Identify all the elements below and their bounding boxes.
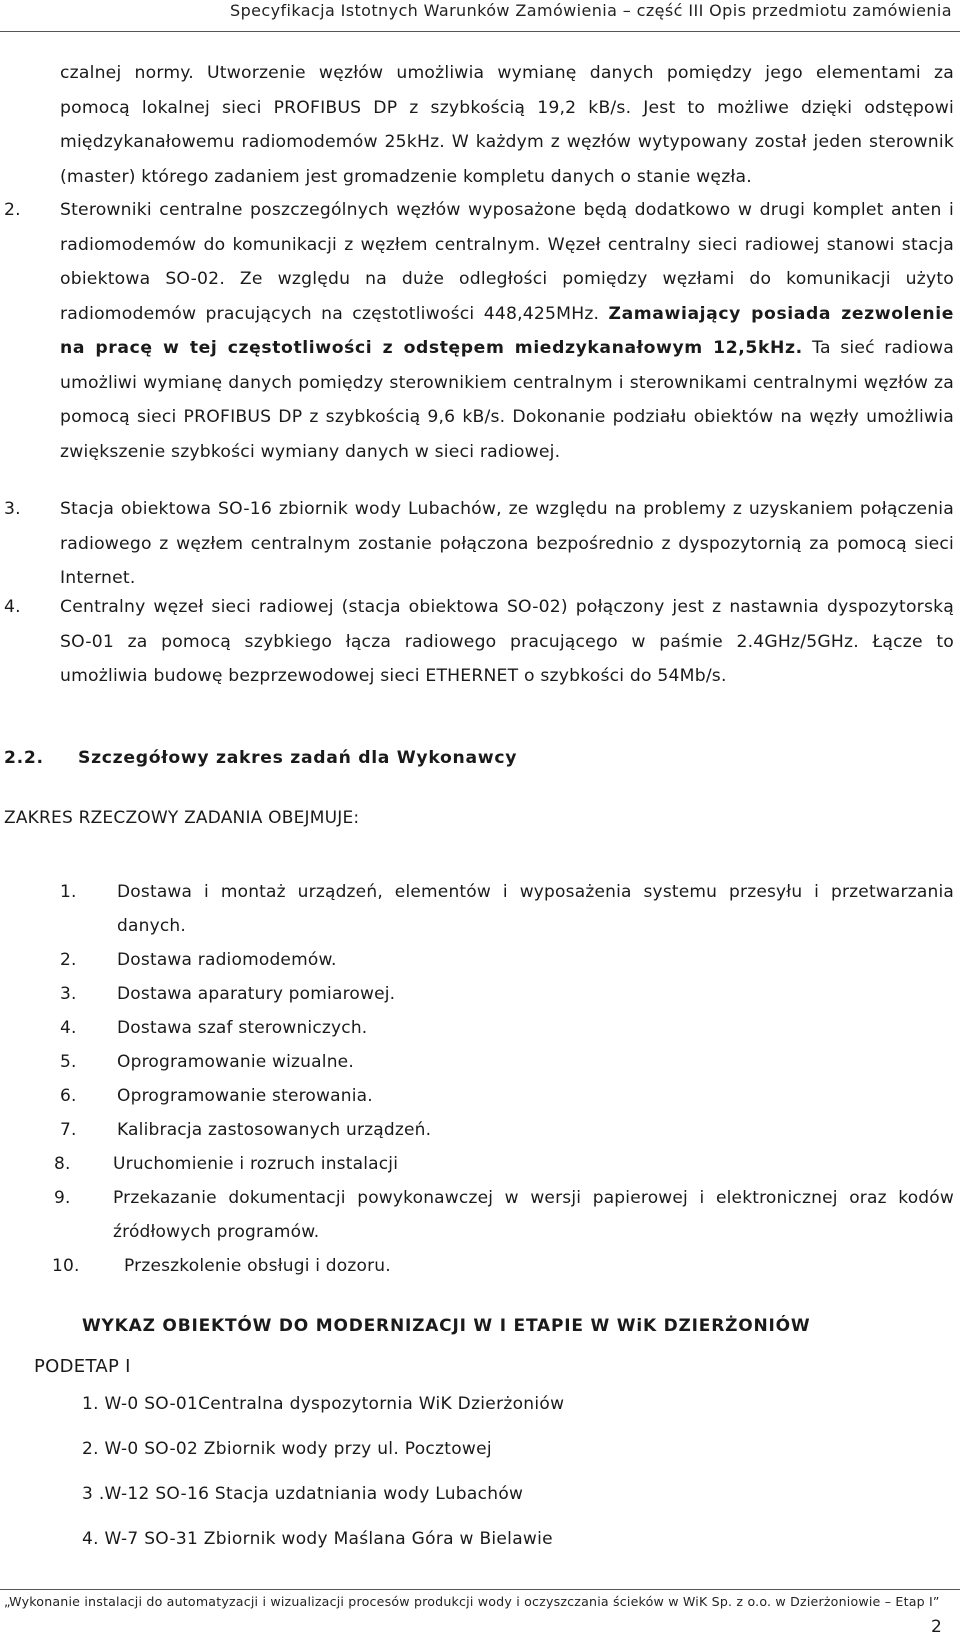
list-item-text: Centralny węzeł sieci radiowej (stacja obiektowa SO-02) połączony jest z nastawnia dyspozytorską SO-01 za pomocą szybkiego łącza radiowego pracującego w paśmie 2.4GHz/5GHz. Łącze to umożliwia budowę bezprzewodowej sieci ETHERNET o szybkości do 54Mb/s.	[60, 597, 954, 686]
scope-item-number: 1.	[60, 882, 77, 902]
object-item: 3 .W-12 SO-16 Stacja uzdatniania wody Lubachów	[82, 1484, 524, 1504]
page-number: 2	[930, 1617, 942, 1637]
scope-item	[60, 943, 954, 977]
scope-item-text: Przeszkolenie obsługi i dozoru.	[124, 1256, 391, 1276]
scope-item-text: Dostawa radiomodemów.	[117, 950, 337, 970]
object-item: 2. W-0 SO-02 Zbiornik wody przy ul. Pocztowej	[82, 1439, 492, 1459]
section-heading	[4, 748, 517, 768]
item2-bold-text: Zamawiający posiada zezwolenie na pracę w tej częstotliwości z odstępem miedzykanałowym 12,5kHz.	[60, 303, 954, 358]
scope-item-text: Przekazanie dokumentacji powykonawczej w wersji papierowej i elektronicznej oraz kodów źródłowych programów.	[113, 1188, 954, 1242]
list-item-4	[4, 590, 954, 694]
scope-item-number: 8.	[54, 1154, 71, 1174]
page-header	[0, 0, 952, 30]
scope-item-text: Dostawa i montaż urządzeń, elementów i wyposażenia systemu przesyłu i przetwarzania danych.	[117, 882, 954, 936]
list-number: 2.	[4, 200, 21, 220]
scope-item-number: 5.	[60, 1052, 77, 1072]
scope-item-text: Kalibracja zastosowanych urządzeń.	[117, 1120, 432, 1140]
continued-paragraph	[60, 56, 954, 194]
scope-item	[60, 875, 954, 943]
list-number: 4.	[4, 597, 21, 617]
scope-item-number: 7.	[60, 1120, 77, 1140]
scope-title: ZAKRES RZECZOWY ZADANIA OBEJMUJE:	[4, 808, 360, 828]
section-number: 2.2.	[4, 748, 44, 768]
scope-item-text: Dostawa aparatury pomiarowej.	[117, 984, 396, 1004]
scope-item	[60, 1113, 954, 1147]
scope-item	[52, 1249, 954, 1283]
list-number: 3.	[4, 499, 21, 519]
item2-text-b: Ta sieć radiowa umożliwi wymianę danych pomiędzy sterownikiem centralnym i sterownikami centralnymi węzłów za pomocą sieci PROFIBUS DP z szybkością 9,6 kB/s. Dokonanie podziału obiektów na węzły umożliwia zwiększenie szybkości wymiany danych w sieci radiowej.	[60, 338, 954, 462]
scope-item-text: Oprogramowanie wizualne.	[117, 1052, 354, 1072]
scope-list	[52, 875, 954, 1283]
object-item: 1. W-0 SO-01Centralna dyspozytornia WiK Dzierżoniów	[82, 1394, 565, 1414]
scope-item-text: Oprogramowanie sterowania.	[117, 1086, 373, 1106]
header-divider	[0, 31, 960, 32]
footer-divider	[0, 1589, 960, 1590]
object-item: 4. W-7 SO-31 Zbiornik wody Maślana Góra w Bielawie	[82, 1529, 553, 1549]
scope-item	[54, 1181, 954, 1249]
scope-item-number: 2.	[60, 950, 77, 970]
paragraph-text: czalnej normy. Utworzenie węzłów umożliwia wymianę danych pomiędzy jego elementami za pomocą lokalnej sieci PROFIBUS DP z szybkością 19,2 kB/s. Jest to możliwe dzięki odstępowi międzykanałowemu radiomodemów 25kHz. W każdym z węzłów wytypowany został jeden sterownik (master) którego zadaniem jest gromadzenie kompletu danych o stanie węzła.	[60, 63, 954, 187]
scope-item-text: Uruchomienie i rozruch instalacji	[113, 1154, 399, 1174]
list-item-2	[4, 193, 954, 469]
scope-item	[54, 1147, 954, 1181]
scope-item	[60, 977, 954, 1011]
scope-item	[60, 1045, 954, 1079]
footer-text: „Wykonanie instalacji do automatyzacji i wizualizacji procesów produkcji wody i oczyszczania ścieków w WiK Sp. z o.o. w Dzierżoniowie – Etap I”	[4, 1594, 940, 1609]
scope-item	[60, 1011, 954, 1045]
list-item-text	[60, 193, 954, 469]
objects-list	[82, 1392, 564, 1572]
list-item-text: Stacja obiektowa SO-16 zbiornik wody Lubachów, ze względu na problemy z uzyskaniem połączenia radiowego z węzłem centralnym zostanie połączona bezpośrednio z dyspozytornią za pomocą sieci Internet.	[60, 499, 954, 588]
scope-item-number: 6.	[60, 1086, 77, 1106]
list-item-3	[4, 492, 954, 596]
scope-item-text: Dostawa szaf sterowniczych.	[117, 1018, 368, 1038]
scope-item-number: 3.	[60, 984, 77, 1004]
scope-item-number: 10.	[52, 1256, 80, 1276]
scope-item-number: 4.	[60, 1018, 77, 1038]
subphase-label: PODETAP I	[34, 1356, 131, 1377]
scope-item	[60, 1079, 954, 1113]
objects-list-title: WYKAZ OBIEKTÓW DO MODERNIZACJI W I ETAPIE W WiK DZIERŻONIÓW	[82, 1316, 811, 1336]
section-title-text: Szczegółowy zakres zadań dla Wykonawcy	[78, 748, 518, 768]
scope-item-number: 9.	[54, 1188, 71, 1208]
header-title: Specyfikacja Istotnych Warunków Zamówienia – część III Opis przedmiotu zamówienia	[230, 1, 952, 20]
item2-text-a: Sterowniki centralne poszczególnych węzłów wyposażone będą dodatkowo w drugi komplet anten i radiomodemów do komunikacji z węzłem centralnym. Węzeł centralny sieci radiowej stanowi stacja obiektowa SO-02. Ze względu na duże odległości pomiędzy węzłami do komunikacji użyto radiomodemów pracujących na częstotliwości 448,425MHz.	[60, 200, 954, 324]
